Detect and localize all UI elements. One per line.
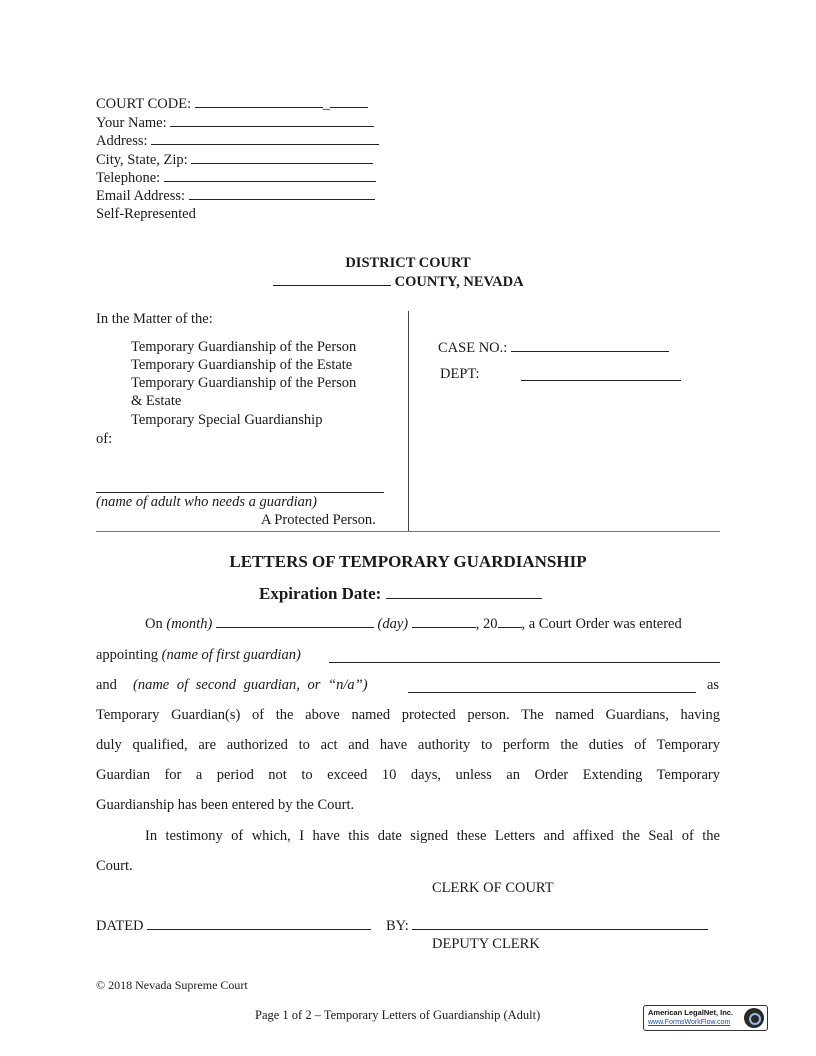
signature-field[interactable]: [412, 917, 708, 930]
option-estate[interactable]: Temporary Guardianship of the Estate: [131, 357, 353, 373]
month-field[interactable]: [216, 615, 374, 628]
court-order-text: , a Court Order was entered: [521, 616, 682, 632]
clerk-of-court-label: CLERK OF COURT: [432, 880, 554, 896]
adult-name-hint: (name of adult who needs a guardian): [96, 494, 317, 510]
option-special[interactable]: Temporary Special Guardianship: [131, 412, 323, 428]
logo-emblem-icon: [744, 1008, 764, 1028]
body-line-5: duly qualified, are authorized to act and have authority to perform the duties of Temporary: [96, 737, 720, 753]
body-line-1: [145, 615, 682, 633]
matter-of-label: In the Matter of the:: [96, 311, 213, 327]
expiration-row: [259, 584, 542, 604]
deputy-clerk-label: DEPUTY CLERK: [432, 936, 540, 952]
body-line-7: Guardianship has been entered by the Court.: [96, 797, 355, 813]
adult-name-field[interactable]: [96, 480, 384, 493]
protected-person-label: A Protected Person.: [261, 512, 376, 528]
by-label: BY:: [386, 918, 409, 934]
city-state-zip-row: [96, 151, 373, 169]
page-info: Page 1 of 2 – Temporary Letters of Guardianship (Adult): [255, 1008, 541, 1022]
court-code-label: COURT CODE:: [96, 96, 192, 112]
option-person-estate-cont: & Estate: [131, 393, 182, 409]
expiration-label: Expiration Date:: [259, 584, 382, 603]
logo-company: American LegalNet, Inc.: [648, 1008, 734, 1017]
your-name-row: [96, 114, 374, 132]
month-hint: (month): [166, 616, 213, 632]
body-line-4: Temporary Guardian(s) of the above named protected person. The named Guardians, having: [96, 707, 720, 723]
dated-field[interactable]: [147, 917, 371, 930]
email-row: [96, 187, 375, 205]
and-text: and: [96, 677, 117, 693]
appointing-text: appointing: [96, 647, 159, 663]
dated-label: DATED: [96, 918, 144, 934]
case-no-label: CASE NO.:: [438, 340, 508, 356]
telephone-row: [96, 169, 376, 187]
as-text: as: [707, 677, 720, 693]
city-state-zip-field[interactable]: [191, 151, 373, 164]
county-label: COUNTY, NEVADA: [394, 274, 524, 290]
body-line-2: [96, 647, 301, 664]
day-field[interactable]: [412, 615, 476, 628]
county-field[interactable]: [273, 273, 391, 286]
your-name-field[interactable]: [170, 114, 374, 127]
case-no-row: [438, 339, 669, 357]
year-field[interactable]: [498, 615, 522, 628]
court-code-field[interactable]: [195, 95, 323, 108]
logo-url[interactable]: www.FormsWorkFlow.com: [648, 1019, 731, 1026]
email-field[interactable]: [189, 187, 375, 200]
dept-label: DEPT:: [440, 366, 480, 382]
of-label: of:: [96, 431, 113, 447]
first-guardian-hint: (name of first guardian): [161, 647, 301, 663]
case-no-field[interactable]: [511, 339, 669, 352]
dated-row: [96, 917, 371, 935]
testimony-line: In testimony of which, I have this date signed these Letters and affixed the Seal of the: [145, 828, 720, 844]
option-person[interactable]: Temporary Guardianship of the Person: [131, 339, 357, 355]
email-label: Email Address:: [96, 188, 186, 204]
court-end-text: Court.: [96, 858, 133, 874]
dept-field[interactable]: [521, 368, 681, 381]
address-row: [96, 132, 379, 150]
city-state-zip-label: City, State, Zip:: [96, 152, 188, 168]
court-code-row: COURT CODE: _: [96, 95, 368, 113]
body-line-6: Guardian for a period not to exceed 10 days, unless an Order Extending Temporary: [96, 767, 720, 783]
address-label: Address:: [96, 133, 148, 149]
caption-divider: [408, 311, 409, 531]
county-row: [273, 273, 524, 291]
second-guardian-hint: (name of second guardian, or “n/a”): [133, 677, 368, 693]
document-title: LETTERS OF TEMPORARY GUARDIANSHIP: [229, 552, 587, 571]
court-name: DISTRICT COURT: [345, 255, 471, 271]
expiration-date-field[interactable]: [386, 584, 542, 599]
copyright: © 2018 Nevada Supreme Court: [96, 978, 248, 992]
self-represented-label: Self-Represented: [96, 206, 196, 222]
on-text: On: [145, 616, 163, 632]
court-code-suffix-field[interactable]: [330, 95, 368, 108]
year-prefix: , 20: [475, 616, 498, 632]
legalnet-logo[interactable]: [643, 1005, 768, 1031]
address-field[interactable]: [151, 132, 379, 145]
caption-bottom-rule: [96, 531, 720, 532]
telephone-field[interactable]: [164, 169, 376, 182]
second-guardian-field[interactable]: [408, 680, 696, 693]
option-person-estate[interactable]: Temporary Guardianship of the Person: [131, 375, 357, 391]
by-row: [386, 917, 708, 935]
first-guardian-field[interactable]: [329, 650, 720, 663]
your-name-label: Your Name:: [96, 115, 167, 131]
day-hint: (day): [377, 616, 409, 632]
telephone-label: Telephone:: [96, 170, 161, 186]
